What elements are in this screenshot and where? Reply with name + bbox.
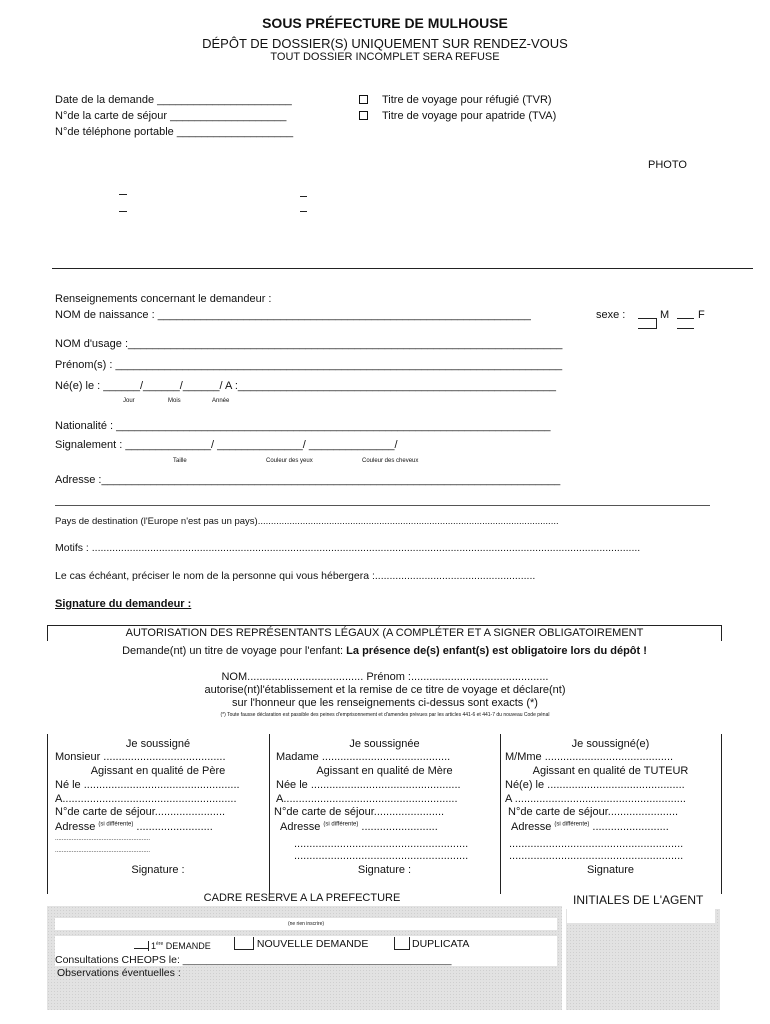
col-tuteur-signature: Signature — [586, 864, 635, 876]
ne-rien-inscrire: (ne rien inscrire) — [287, 921, 325, 927]
col-pere-heading: Je soussigné — [125, 738, 191, 750]
checkbox-tvr[interactable] — [359, 95, 368, 104]
adresse-line-2[interactable] — [55, 505, 710, 506]
mark — [300, 211, 307, 212]
initiales-agent-label: INITIALES DE L'AGENT — [573, 893, 704, 907]
col-tuteur-adresse[interactable] — [511, 821, 669, 833]
motifs-field[interactable]: Motifs : ............................................................................................................................................................................................ — [55, 542, 641, 554]
nouvelle-demande-box[interactable] — [234, 937, 254, 950]
col-pere-ne[interactable]: Né le ................................................... — [55, 779, 240, 791]
duplicata-box[interactable] — [394, 937, 410, 950]
option-tvr[interactable] — [359, 94, 552, 106]
col-tuteur-dots-1[interactable]: ......................................................... — [509, 838, 684, 850]
autorisation-line2 — [47, 645, 722, 657]
photo-label: PHOTO — [648, 159, 687, 171]
col-tuteur-heading: Je soussigné(e) — [571, 738, 650, 750]
si-differente: (si différente) — [323, 821, 359, 828]
col-tuteur-civilite[interactable]: M/Mme .......................................... — [505, 751, 674, 763]
col-mere-qualite: Agissant en qualité de Mère — [316, 765, 453, 777]
initiales-area — [566, 909, 720, 1010]
taille-caption: Taille — [173, 458, 187, 464]
nouvelle-demande-label: NOUVELLE DEMANDE — [256, 938, 369, 950]
hebergeur-field[interactable]: Le cas échéant, préciser le nom de la personne qui vous hébergera :....................................................... — [55, 570, 536, 582]
option-tvr-label: Titre de voyage pour réfugié (TVR) — [382, 94, 552, 106]
col-mere-dots-2[interactable]: ......................................................... — [294, 850, 469, 862]
adresse-label: Adresse — [55, 821, 96, 833]
adresse-label: Adresse — [511, 821, 552, 833]
observations-field[interactable]: Observations éventuelles : — [57, 967, 181, 979]
signature-demandeur: Signature du demandeur : — [55, 598, 192, 610]
col-tuteur-a[interactable]: A ........................................................ — [505, 793, 686, 805]
col-pere-a[interactable]: A......................................................... — [55, 793, 237, 805]
col-tuteur-ne[interactable]: Né(e) le ............................................. — [505, 779, 685, 791]
col-mere-civilite[interactable]: Madame .......................................... — [276, 751, 451, 763]
sexe-m-box — [638, 328, 657, 329]
date-demande-field[interactable]: Date de la demande ______________________ — [55, 94, 292, 106]
col-tuteur-carte[interactable]: N°de carte de séjour....................... — [508, 806, 679, 818]
col-pere-adresse[interactable] — [55, 821, 213, 833]
col-tuteur-qualite: Agissant en qualité de TUTEUR — [532, 765, 689, 777]
couleur-cheveux-caption: Couleur des cheveux — [362, 458, 419, 464]
incomplete-notice: TOUT DOSSIER INCOMPLET SERA REFUSE — [270, 51, 500, 63]
col-mere-dots-1[interactable]: ......................................................... — [294, 838, 469, 850]
prenoms-field[interactable]: Prénom(s) : _________________________________________________________________________ — [55, 359, 563, 371]
nom-prenom-enfant-field[interactable]: NOM...................................... Prénom :............................................. — [221, 671, 549, 683]
col-pere-dots-1[interactable]: ......................................................... — [55, 836, 151, 842]
box-border — [47, 625, 722, 626]
sexe-f-label: F — [698, 309, 705, 321]
demande-label: DEMANDE — [165, 941, 211, 951]
sexe-m-label: M — [660, 309, 670, 321]
pays-destination-field[interactable]: Pays de destination (l'Europe n'est pas un pays).................................................................................................................. — [55, 516, 559, 527]
couleur-yeux-caption: Couleur des yeux — [266, 458, 313, 464]
col-mere-a[interactable]: A......................................................... — [276, 793, 458, 805]
duplicata-label: DUPLICATA — [412, 938, 470, 950]
premiere-demande-box[interactable] — [134, 939, 148, 949]
sexe-f-box — [677, 328, 694, 329]
duplicata-option[interactable] — [394, 937, 469, 950]
premiere-sup: ère — [156, 941, 164, 947]
honneur-text: sur l'honneur que les renseignements ci-dessus sont exacts (*) — [232, 697, 538, 709]
initiales-field[interactable] — [567, 909, 715, 923]
autorisation-warning: La présence de(s) enfant(s) est obligatoire lors du dépôt ! — [346, 645, 647, 657]
checkbox-tva[interactable] — [359, 111, 368, 120]
adresse-dots: ......................... — [136, 821, 213, 833]
sexe-label: sexe : — [596, 309, 626, 321]
adresse-field[interactable]: Adresse :___________________________________________________________________________ — [55, 474, 561, 486]
jour-caption: Jour — [123, 398, 135, 404]
adresse-dots: ......................... — [361, 821, 438, 833]
col-pere-qualite: Agissant en qualité de Père — [90, 765, 226, 777]
col-pere-carte[interactable]: N°de carte de séjour....................... — [55, 806, 226, 818]
cadre-reserve-title: CADRE RESERVE A LA PREFECTURE — [203, 892, 401, 904]
annee-caption: Année — [212, 398, 230, 404]
nom-usage-field[interactable]: NOM d'usage :_______________________________________________________________________ — [55, 338, 563, 350]
page-subtitle: DÉPÔT DE DOSSIER(S) UNIQUEMENT SUR RENDEZ-VOUS — [202, 36, 568, 51]
si-differente: (si différente) — [554, 821, 590, 828]
autorisation-line2-text: Demande(nt) un titre de voyage pour l'enfant: — [122, 645, 347, 657]
page-title: SOUS PRÉFECTURE DE MULHOUSE — [262, 15, 508, 31]
col-mere-adresse[interactable] — [280, 821, 438, 833]
cheops-field[interactable]: Consultations CHEOPS le: ______________________________________________ — [55, 954, 452, 966]
adresse-dots: ......................... — [592, 821, 669, 833]
col-pere-signature: Signature : — [131, 864, 185, 876]
grid-border — [721, 734, 722, 894]
si-differente: (si différente) — [98, 821, 134, 828]
col-tuteur-dots-2[interactable]: ......................................................... — [509, 850, 684, 862]
sexe-f-box[interactable] — [677, 318, 694, 319]
sexe-m-box[interactable] — [638, 318, 657, 319]
mark — [119, 211, 127, 212]
autorise-text: autorise(nt)l'établissement et la remise de ce titre de voyage et déclare(nt) — [204, 684, 566, 696]
autorisation-title: AUTORISATION DES REPRÉSENTANTS LÉGAUX (A COMPLÉTER ET A SIGNER OBLIGATOIREMENT — [125, 627, 644, 639]
option-tva[interactable] — [359, 110, 556, 122]
col-pere-dots-2[interactable]: ......................................................... — [55, 848, 151, 854]
premiere-num: 1 — [148, 941, 156, 951]
section-divider — [52, 268, 753, 269]
telephone-field[interactable]: N°de téléphone portable ___________________ — [55, 126, 294, 138]
demandeur-section-title: Renseignements concernant le demandeur : — [55, 293, 272, 305]
mois-caption: Mois — [168, 398, 181, 404]
date-naissance-field[interactable]: Né(e) le : ______/______/______/ A :____________________________________________________ — [55, 380, 556, 392]
col-pere-civilite[interactable]: Monsieur ........................................ — [55, 751, 226, 763]
col-mere-heading: Je soussignée — [349, 738, 420, 750]
nationalite-field[interactable]: Nationalité : _______________________________________________________________________ — [55, 420, 551, 432]
nouvelle-demande-option[interactable] — [234, 937, 368, 950]
col-mere-ne[interactable]: Née le ................................................. — [276, 779, 461, 791]
mark — [300, 196, 307, 197]
carte-sejour-field[interactable]: N°de la carte de séjour ___________________ — [55, 110, 287, 122]
nom-naissance-field[interactable]: NOM de naissance : _____________________________________________________________ — [55, 309, 531, 321]
adresse-label: Adresse — [280, 821, 321, 833]
mark — [119, 194, 127, 195]
signalement-field[interactable]: Signalement : ______________/ ______________/ ______________/ — [55, 439, 398, 451]
footnote-text: (*) Toute fausse déclaration est passible des peines d'emprisonnement et d'amendes prévues par les articles 441-6 et 441-7 du nouveau Code pénal — [220, 712, 550, 718]
option-tva-label: Titre de voyage pour apatride (TVA) — [382, 110, 557, 122]
col-mere-signature: Signature : — [357, 864, 412, 876]
premiere-demande-option[interactable] — [134, 939, 211, 951]
col-mere-carte[interactable]: N°de carte de séjour....................... — [274, 806, 445, 818]
